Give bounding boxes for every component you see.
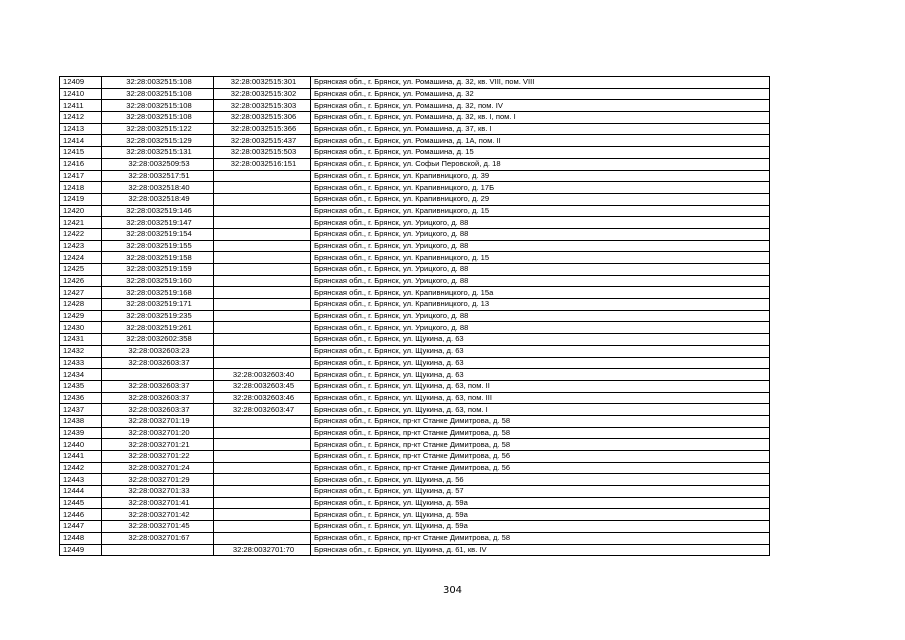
table-row bbox=[60, 334, 770, 346]
cadastral-registry-table bbox=[59, 76, 770, 556]
address-cell: Брянская обл., г. Брянск, ул. Крапивницкого, д. 17Б bbox=[311, 182, 770, 194]
table-row bbox=[60, 451, 770, 463]
table-row bbox=[60, 486, 770, 498]
table-row bbox=[60, 415, 770, 427]
land-parcel-cadastral-number-cell: 32:28:0032603:37 bbox=[102, 357, 214, 369]
table-row bbox=[60, 380, 770, 392]
object-cadastral-number-cell bbox=[214, 497, 311, 509]
address-cell: Брянская обл., г. Брянск, ул. Щукина, д. 56 bbox=[311, 474, 770, 486]
land-parcel-cadastral-number-cell: 32:28:0032509:53 bbox=[102, 158, 214, 170]
table-row bbox=[60, 217, 770, 229]
address-cell: Брянская обл., г. Брянск, ул. Софьи Перовской, д. 18 bbox=[311, 158, 770, 170]
object-cadastral-number-cell bbox=[214, 240, 311, 252]
object-cadastral-number-cell bbox=[214, 275, 311, 287]
object-cadastral-number-cell: 32:28:0032515:306 bbox=[214, 112, 311, 124]
address-cell: Брянская обл., г. Брянск, ул. Урицкого, д. 88 bbox=[311, 217, 770, 229]
table-row bbox=[60, 310, 770, 322]
table-row bbox=[60, 193, 770, 205]
table-row bbox=[60, 439, 770, 451]
land-parcel-cadastral-number-cell: 32:28:0032515:108 bbox=[102, 112, 214, 124]
address-cell: Брянская обл., г. Брянск, ул. Крапивницкого, д. 15а bbox=[311, 287, 770, 299]
table-row bbox=[60, 544, 770, 556]
address-cell: Брянская обл., г. Брянск, пр-кт Станке Димитрова, д. 58 bbox=[311, 439, 770, 451]
row-number-cell: 12420 bbox=[60, 205, 102, 217]
address-cell: Брянская обл., г. Брянск, ул. Щукина, д. 63 bbox=[311, 357, 770, 369]
object-cadastral-number-cell: 32:28:0032515:437 bbox=[214, 135, 311, 147]
object-cadastral-number-cell bbox=[214, 217, 311, 229]
row-number-cell: 12428 bbox=[60, 299, 102, 311]
land-parcel-cadastral-number-cell: 32:28:0032701:21 bbox=[102, 439, 214, 451]
table-row bbox=[60, 497, 770, 509]
table-row bbox=[60, 532, 770, 544]
land-parcel-cadastral-number-cell: 32:28:0032518:40 bbox=[102, 182, 214, 194]
table-row bbox=[60, 369, 770, 381]
row-number-cell: 12433 bbox=[60, 357, 102, 369]
table-row bbox=[60, 427, 770, 439]
object-cadastral-number-cell bbox=[214, 334, 311, 346]
address-cell: Брянская обл., г. Брянск, пр-кт Станке Димитрова, д. 58 bbox=[311, 427, 770, 439]
object-cadastral-number-cell bbox=[214, 228, 311, 240]
row-number-cell: 12443 bbox=[60, 474, 102, 486]
object-cadastral-number-cell bbox=[214, 205, 311, 217]
table-row bbox=[60, 474, 770, 486]
address-cell: Брянская обл., г. Брянск, ул. Крапивницкого, д. 13 bbox=[311, 299, 770, 311]
address-cell: Брянская обл., г. Брянск, ул. Щукина, д. 59а bbox=[311, 497, 770, 509]
address-cell: Брянская обл., г. Брянск, ул. Щукина, д. 59а bbox=[311, 521, 770, 533]
object-cadastral-number-cell bbox=[214, 182, 311, 194]
land-parcel-cadastral-number-cell: 32:28:0032519:261 bbox=[102, 322, 214, 334]
row-number-cell: 12421 bbox=[60, 217, 102, 229]
table-row bbox=[60, 252, 770, 264]
row-number-cell: 12438 bbox=[60, 415, 102, 427]
object-cadastral-number-cell: 32:28:0032603:45 bbox=[214, 380, 311, 392]
row-number-cell: 12423 bbox=[60, 240, 102, 252]
row-number-cell: 12437 bbox=[60, 404, 102, 416]
row-number-cell: 12432 bbox=[60, 345, 102, 357]
land-parcel-cadastral-number-cell: 32:28:0032518:49 bbox=[102, 193, 214, 205]
table-row bbox=[60, 135, 770, 147]
land-parcel-cadastral-number-cell bbox=[102, 544, 214, 556]
land-parcel-cadastral-number-cell: 32:28:0032701:42 bbox=[102, 509, 214, 521]
land-parcel-cadastral-number-cell: 32:28:0032519:158 bbox=[102, 252, 214, 264]
address-cell: Брянская обл., г. Брянск, пр-кт Станке Димитрова, д. 56 bbox=[311, 462, 770, 474]
land-parcel-cadastral-number-cell: 32:28:0032701:45 bbox=[102, 521, 214, 533]
row-number-cell: 12441 bbox=[60, 451, 102, 463]
table-row bbox=[60, 264, 770, 276]
table-row bbox=[60, 205, 770, 217]
address-cell: Брянская обл., г. Брянск, ул. Крапивницкого, д. 15 bbox=[311, 252, 770, 264]
address-cell: Брянская обл., г. Брянск, ул. Урицкого, д. 88 bbox=[311, 264, 770, 276]
address-cell: Брянская обл., г. Брянск, ул. Щукина, д. 63, пом. III bbox=[311, 392, 770, 404]
land-parcel-cadastral-number-cell: 32:28:0032515:108 bbox=[102, 100, 214, 112]
address-cell: Брянская обл., г. Брянск, ул. Щукина, д. 57 bbox=[311, 486, 770, 498]
row-number-cell: 12429 bbox=[60, 310, 102, 322]
object-cadastral-number-cell bbox=[214, 532, 311, 544]
object-cadastral-number-cell bbox=[214, 252, 311, 264]
address-cell: Брянская обл., г. Брянск, ул. Ромашина, д. 32 bbox=[311, 88, 770, 100]
object-cadastral-number-cell bbox=[214, 415, 311, 427]
row-number-cell: 12418 bbox=[60, 182, 102, 194]
land-parcel-cadastral-number-cell: 32:28:0032515:129 bbox=[102, 135, 214, 147]
address-cell: Брянская обл., г. Брянск, пр-кт Станке Димитрова, д. 56 bbox=[311, 451, 770, 463]
table-row bbox=[60, 112, 770, 124]
address-cell: Брянская обл., г. Брянск, ул. Ромашина, д. 1А, пом. II bbox=[311, 135, 770, 147]
row-number-cell: 12435 bbox=[60, 380, 102, 392]
object-cadastral-number-cell bbox=[214, 287, 311, 299]
land-parcel-cadastral-number-cell: 32:28:0032701:19 bbox=[102, 415, 214, 427]
table-row bbox=[60, 123, 770, 135]
address-cell: Брянская обл., г. Брянск, ул. Крапивницкого, д. 39 bbox=[311, 170, 770, 182]
row-number-cell: 12440 bbox=[60, 439, 102, 451]
address-cell: Брянская обл., г. Брянск, ул. Щукина, д. 63 bbox=[311, 345, 770, 357]
object-cadastral-number-cell bbox=[214, 193, 311, 205]
row-number-cell: 12427 bbox=[60, 287, 102, 299]
row-number-cell: 12425 bbox=[60, 264, 102, 276]
table-row bbox=[60, 509, 770, 521]
address-cell: Брянская обл., г. Брянск, ул. Ромашина, д. 32, кв. I, пом. I bbox=[311, 112, 770, 124]
address-cell: Брянская обл., г. Брянск, ул. Урицкого, д. 88 bbox=[311, 322, 770, 334]
address-cell: Брянская обл., г. Брянск, ул. Щукина, д. 63, пом. I bbox=[311, 404, 770, 416]
row-number-cell: 12445 bbox=[60, 497, 102, 509]
table-row bbox=[60, 275, 770, 287]
row-number-cell: 12409 bbox=[60, 77, 102, 89]
table-row bbox=[60, 287, 770, 299]
object-cadastral-number-cell bbox=[214, 264, 311, 276]
address-cell: Брянская обл., г. Брянск, ул. Урицкого, д. 88 bbox=[311, 228, 770, 240]
row-number-cell: 12434 bbox=[60, 369, 102, 381]
land-parcel-cadastral-number-cell: 32:28:0032701:41 bbox=[102, 497, 214, 509]
row-number-cell: 12442 bbox=[60, 462, 102, 474]
address-cell: Брянская обл., г. Брянск, пр-кт Станке Димитрова, д. 58 bbox=[311, 532, 770, 544]
table-row bbox=[60, 392, 770, 404]
object-cadastral-number-cell: 32:28:0032516:151 bbox=[214, 158, 311, 170]
table-row bbox=[60, 158, 770, 170]
land-parcel-cadastral-number-cell: 32:28:0032519:160 bbox=[102, 275, 214, 287]
land-parcel-cadastral-number-cell: 32:28:0032519:235 bbox=[102, 310, 214, 322]
object-cadastral-number-cell: 32:28:0032515:302 bbox=[214, 88, 311, 100]
row-number-cell: 12444 bbox=[60, 486, 102, 498]
object-cadastral-number-cell: 32:28:0032515:303 bbox=[214, 100, 311, 112]
address-cell: Брянская обл., г. Брянск, ул. Урицкого, д. 88 bbox=[311, 240, 770, 252]
object-cadastral-number-cell bbox=[214, 427, 311, 439]
land-parcel-cadastral-number-cell: 32:28:0032515:122 bbox=[102, 123, 214, 135]
table-row bbox=[60, 77, 770, 89]
row-number-cell: 12447 bbox=[60, 521, 102, 533]
object-cadastral-number-cell: 32:28:0032701:70 bbox=[214, 544, 311, 556]
row-number-cell: 12431 bbox=[60, 334, 102, 346]
row-number-cell: 12426 bbox=[60, 275, 102, 287]
object-cadastral-number-cell bbox=[214, 310, 311, 322]
address-cell: Брянская обл., г. Брянск, ул. Крапивницкого, д. 15 bbox=[311, 205, 770, 217]
object-cadastral-number-cell bbox=[214, 474, 311, 486]
table-row bbox=[60, 170, 770, 182]
row-number-cell: 12436 bbox=[60, 392, 102, 404]
object-cadastral-number-cell: 32:28:0032515:301 bbox=[214, 77, 311, 89]
row-number-cell: 12430 bbox=[60, 322, 102, 334]
address-cell: Брянская обл., г. Брянск, пр-кт Станке Димитрова, д. 58 bbox=[311, 415, 770, 427]
table-row bbox=[60, 147, 770, 159]
object-cadastral-number-cell bbox=[214, 345, 311, 357]
object-cadastral-number-cell bbox=[214, 170, 311, 182]
land-parcel-cadastral-number-cell: 32:28:0032519:154 bbox=[102, 228, 214, 240]
land-parcel-cadastral-number-cell: 32:28:0032519:168 bbox=[102, 287, 214, 299]
land-parcel-cadastral-number-cell: 32:28:0032515:131 bbox=[102, 147, 214, 159]
table-row bbox=[60, 404, 770, 416]
object-cadastral-number-cell: 32:28:0032603:47 bbox=[214, 404, 311, 416]
land-parcel-cadastral-number-cell: 32:28:0032701:20 bbox=[102, 427, 214, 439]
table-row bbox=[60, 240, 770, 252]
address-cell: Брянская обл., г. Брянск, ул. Щукина, д. 63 bbox=[311, 334, 770, 346]
object-cadastral-number-cell: 32:28:0032515:366 bbox=[214, 123, 311, 135]
land-parcel-cadastral-number-cell: 32:28:0032519:159 bbox=[102, 264, 214, 276]
row-number-cell: 12411 bbox=[60, 100, 102, 112]
land-parcel-cadastral-number-cell: 32:28:0032515:108 bbox=[102, 88, 214, 100]
object-cadastral-number-cell bbox=[214, 439, 311, 451]
object-cadastral-number-cell bbox=[214, 451, 311, 463]
address-cell: Брянская обл., г. Брянск, ул. Урицкого, д. 88 bbox=[311, 275, 770, 287]
row-number-cell: 12412 bbox=[60, 112, 102, 124]
land-parcel-cadastral-number-cell: 32:28:0032701:22 bbox=[102, 451, 214, 463]
table-body bbox=[60, 77, 770, 556]
row-number-cell: 12449 bbox=[60, 544, 102, 556]
object-cadastral-number-cell: 32:28:0032603:40 bbox=[214, 369, 311, 381]
row-number-cell: 12415 bbox=[60, 147, 102, 159]
object-cadastral-number-cell bbox=[214, 357, 311, 369]
land-parcel-cadastral-number-cell: 32:28:0032519:147 bbox=[102, 217, 214, 229]
table-row bbox=[60, 462, 770, 474]
land-parcel-cadastral-number-cell bbox=[102, 369, 214, 381]
object-cadastral-number-cell: 32:28:0032603:46 bbox=[214, 392, 311, 404]
land-parcel-cadastral-number-cell: 32:28:0032701:29 bbox=[102, 474, 214, 486]
row-number-cell: 12417 bbox=[60, 170, 102, 182]
row-number-cell: 12413 bbox=[60, 123, 102, 135]
land-parcel-cadastral-number-cell: 32:28:0032603:37 bbox=[102, 404, 214, 416]
address-cell: Брянская обл., г. Брянск, ул. Ромашина, д. 32, пом. IV bbox=[311, 100, 770, 112]
object-cadastral-number-cell bbox=[214, 462, 311, 474]
address-cell: Брянская обл., г. Брянск, ул. Ромашина, д. 15 bbox=[311, 147, 770, 159]
row-number-cell: 12422 bbox=[60, 228, 102, 240]
table-row bbox=[60, 357, 770, 369]
object-cadastral-number-cell bbox=[214, 486, 311, 498]
object-cadastral-number-cell bbox=[214, 521, 311, 533]
row-number-cell: 12446 bbox=[60, 509, 102, 521]
land-parcel-cadastral-number-cell: 32:28:0032517:51 bbox=[102, 170, 214, 182]
address-cell: Брянская обл., г. Брянск, ул. Щукина, д. 61, кв. IV bbox=[311, 544, 770, 556]
address-cell: Брянская обл., г. Брянск, ул. Урицкого, д. 88 bbox=[311, 310, 770, 322]
land-parcel-cadastral-number-cell: 32:28:0032603:37 bbox=[102, 392, 214, 404]
row-number-cell: 12416 bbox=[60, 158, 102, 170]
land-parcel-cadastral-number-cell: 32:28:0032602:358 bbox=[102, 334, 214, 346]
page-number: 304 bbox=[442, 585, 463, 596]
row-number-cell: 12414 bbox=[60, 135, 102, 147]
address-cell: Брянская обл., г. Брянск, ул. Щукина, д. 63, пом. II bbox=[311, 380, 770, 392]
land-parcel-cadastral-number-cell: 32:28:0032603:37 bbox=[102, 380, 214, 392]
table-row bbox=[60, 521, 770, 533]
land-parcel-cadastral-number-cell: 32:28:0032515:108 bbox=[102, 77, 214, 89]
object-cadastral-number-cell: 32:28:0032515:503 bbox=[214, 147, 311, 159]
address-cell: Брянская обл., г. Брянск, ул. Крапивницкого, д. 29 bbox=[311, 193, 770, 205]
row-number-cell: 12410 bbox=[60, 88, 102, 100]
address-cell: Брянская обл., г. Брянск, ул. Ромашина, д. 32, кв. VIII, пом. VIII bbox=[311, 77, 770, 89]
table-row bbox=[60, 100, 770, 112]
table-row bbox=[60, 345, 770, 357]
land-parcel-cadastral-number-cell: 32:28:0032603:23 bbox=[102, 345, 214, 357]
row-number-cell: 12439 bbox=[60, 427, 102, 439]
land-parcel-cadastral-number-cell: 32:28:0032519:146 bbox=[102, 205, 214, 217]
land-parcel-cadastral-number-cell: 32:28:0032701:67 bbox=[102, 532, 214, 544]
object-cadastral-number-cell bbox=[214, 322, 311, 334]
land-parcel-cadastral-number-cell: 32:28:0032701:24 bbox=[102, 462, 214, 474]
address-cell: Брянская обл., г. Брянск, ул. Ромашина, д. 37, кв. I bbox=[311, 123, 770, 135]
table-row bbox=[60, 182, 770, 194]
row-number-cell: 12424 bbox=[60, 252, 102, 264]
land-parcel-cadastral-number-cell: 32:28:0032519:171 bbox=[102, 299, 214, 311]
row-number-cell: 12448 bbox=[60, 532, 102, 544]
address-cell: Брянская обл., г. Брянск, ул. Щукина, д. 63 bbox=[311, 369, 770, 381]
table-row bbox=[60, 88, 770, 100]
table-row bbox=[60, 322, 770, 334]
land-parcel-cadastral-number-cell: 32:28:0032701:33 bbox=[102, 486, 214, 498]
object-cadastral-number-cell bbox=[214, 299, 311, 311]
row-number-cell: 12419 bbox=[60, 193, 102, 205]
table-row bbox=[60, 299, 770, 311]
land-parcel-cadastral-number-cell: 32:28:0032519:155 bbox=[102, 240, 214, 252]
object-cadastral-number-cell bbox=[214, 509, 311, 521]
table-row bbox=[60, 228, 770, 240]
address-cell: Брянская обл., г. Брянск, ул. Щукина, д. 59а bbox=[311, 509, 770, 521]
